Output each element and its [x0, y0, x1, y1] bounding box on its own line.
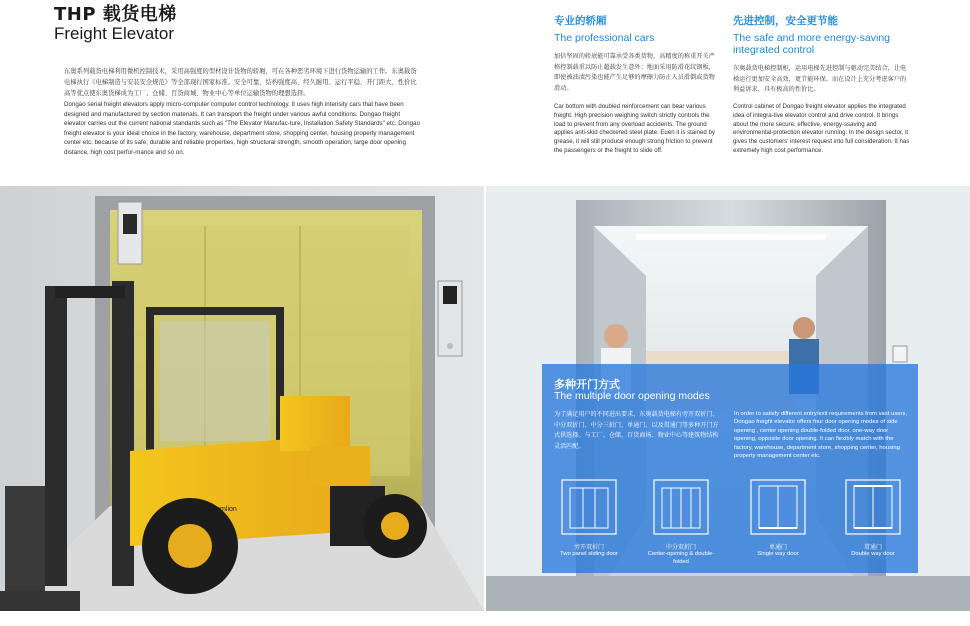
door-mode-label-en: Center-opening & double-folded: [647, 551, 715, 565]
intro-paragraph-cn: 东奥系列载货电梯利用微机控制技术，采用高强度的型材设计货物的轿厢，可在各种恶劣环境下进行货物运输的工作。东奥载货电梯执行《电梯制造与安装安全规范》等全部现行国家标准。安全可靠、结构强度高、经久耐用、运行平稳、开门距大、性价比高等优点使东奥货梯成为工厂、仓储、百货商城、物业中心等单位运输货物的理想选择。: [64, 68, 417, 97]
control-text-cn: 东奥载货电梯控制柜，运用电梯先进控制与驱动完美结合，让电梯运行更加安全高效，更节能环保。而在设计上充分考虑客户的利益诉求，具有极高的性价比。: [733, 65, 907, 93]
door-mode-label-en: Double way door: [851, 551, 895, 557]
cars-heading-en: The professional cars: [554, 32, 655, 44]
door-modes-heading-en: The multiple door opening modes: [554, 390, 710, 402]
forklift-brand-label: Ζoomlion: [208, 506, 237, 513]
control-text-en: Control cabinet of Dongao freight elevator applies the integrated idea of integra-tive elevator control and drive control. It brings about the more secure, effective, energy-ssaving and environmental-protection elevator running. In the design sector, it gives the customers' interest request into full consideration. It has extremely high cost performance.: [733, 103, 910, 154]
door-mode-center-opening: [644, 478, 718, 566]
door-modes-heading-cn: 多种开门方式: [554, 378, 620, 391]
door-mode-label-en: Two panel sliding door: [560, 551, 618, 557]
cars-text-cn: 加倍坚固的轿底能可靠承受各类货物，高精度的称重开关严格控制载重以防止超载发生意外；地面采用防滑花纹钢板，即使被油渍污染也能产生足够的摩擦力防止人员滑倒或货物滑动。: [554, 53, 715, 92]
door-modes-text-cn: 为了满足用户的不同进出要求，东奥载货电梯有旁开双折门、中分双折门、中分三折门、单通门、以及贯通门等多种开门方式供选择。与工厂、仓储、百货商场、物业中心等建筑物结构灵活匹配。: [554, 411, 719, 450]
intro-paragraph-en: Dongao serial freight elevators apply micro-computer computer control technology. It uses high intensity cars that have been designed and manufactured by section materials. It can transport the freight under various awful conditions. Dongao freight elevator carries out the current national standards such as "The Elevator Manufac-ture, Installation Safety Standards" etc. Dongao freight elevator is your ideal choice in the factory, warehouse, department store, shopping center, housing property management center etc. because of its safe; durable and reliable properties, high structural strength, smooth operation, large door opening distance, high cost perfor-mance and so on.: [64, 101, 420, 156]
door-modes-text-en: In order to satisfy different entry/exit requirements from vast users, Dongao freight elevator offers four door opening modes of side opening , center opening double-folded door, one-way door opening, opposite door opening. It can flexibly match with the factory, warehouse, department store, shopping center, housing property management center etc.: [734, 411, 908, 460]
center-opening-door-icon: [652, 478, 710, 536]
control-heading-cn: 先进控制，安全更节能: [733, 15, 838, 27]
double-way-door-icon: [844, 478, 902, 536]
door-mode-label-cn: 贯通门: [863, 544, 882, 551]
door-mode-double-way: [836, 478, 910, 559]
cars-text-en: Car bottom with doubled reinforcement can bear various freight. High precision weighing switch strictly controls the load to prevent from any overload accidents. The ground applies anti-skid checkered steel plate. Euen it is stained by grease, it will still produce enough strong friction to prevent the passengers or the freight to slide off.: [554, 103, 715, 154]
door-modes-panel: [542, 364, 918, 573]
cars-heading-cn: 专业的轿厢: [554, 15, 607, 27]
page-title-en: Freight Elevator: [54, 24, 174, 43]
door-mode-label-cn: 旁开双折门: [573, 544, 604, 551]
forklift-elevator-illustration: [0, 186, 484, 611]
forklift-elevator-photo: [0, 186, 484, 611]
door-mode-single-way: [741, 478, 815, 559]
page-title-cn: THP 载货电梯: [54, 4, 177, 25]
door-mode-side-opening: [552, 478, 626, 559]
two-panel-sliding-door-icon: [560, 478, 618, 536]
single-way-door-icon: [749, 478, 807, 536]
door-mode-label-en: Single way door: [757, 551, 799, 557]
door-mode-label-cn: 中分双折门: [665, 544, 696, 551]
door-mode-label-cn: 单通门: [768, 544, 787, 551]
control-heading-en: The safe and more energy-saving integrated control: [733, 32, 891, 56]
